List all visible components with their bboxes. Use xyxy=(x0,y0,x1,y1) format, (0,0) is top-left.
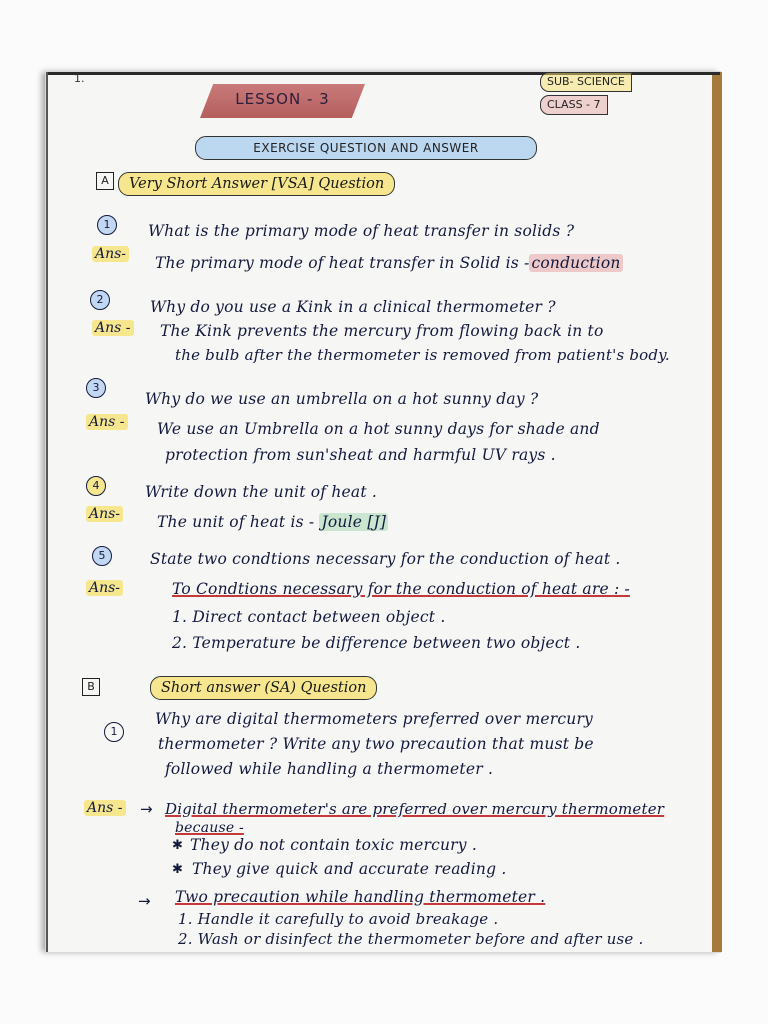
question-number: 4 xyxy=(86,476,106,496)
answer-text: Two precaution while handling thermometer . xyxy=(175,888,546,906)
answer-label: Ans- xyxy=(92,246,129,262)
answer-point: 1. Direct contact between object . xyxy=(172,608,446,626)
question-number: 1 xyxy=(104,722,124,742)
answer-point: 2. Temperature be difference between two object . xyxy=(172,634,581,652)
section-b-letter: B xyxy=(82,678,100,696)
page-right-strip xyxy=(712,72,722,952)
section-a-letter: A xyxy=(96,172,114,190)
answer-label: Ans - xyxy=(92,320,134,336)
question-text: Why are digital thermometers preferred over mercury xyxy=(155,710,594,728)
arrow-icon: → xyxy=(138,892,151,910)
answer-text: The unit of heat is - Joule [J] xyxy=(157,513,387,531)
answer-label: Ans - xyxy=(86,414,128,430)
answer-point: They do not contain toxic mercury . xyxy=(190,836,477,854)
answer-text: protection from sun'sheat and harmful UV rays . xyxy=(165,446,556,464)
answer-label: Ans- xyxy=(86,580,123,596)
answer-text: because - xyxy=(175,820,244,836)
subject-tag: SUB- SCIENCE xyxy=(540,72,632,92)
question-text: thermometer ? Write any two precaution that must be xyxy=(158,735,594,753)
answer-text: the bulb after the thermometer is removed from patient's body. xyxy=(175,346,670,364)
question-text: Why do we use an umbrella on a hot sunny day ? xyxy=(145,390,539,408)
exercise-heading: EXERCISE QUESTION AND ANSWER xyxy=(195,136,537,160)
answer-highlight: Joule [J] xyxy=(321,513,387,531)
question-text: State two condtions necessary for the conduction of heat . xyxy=(150,550,621,568)
section-a-title: Very Short Answer [VSA] Question xyxy=(118,172,395,196)
class-tag: CLASS - 7 xyxy=(540,95,608,115)
answer-point: They give quick and accurate reading . xyxy=(192,860,507,878)
question-number: 1 xyxy=(97,215,117,235)
notebook-page xyxy=(46,72,720,952)
section-b-title: Short answer (SA) Question xyxy=(150,676,377,700)
question-number: 5 xyxy=(92,546,112,566)
question-text: What is the primary mode of heat transfer in solids ? xyxy=(148,222,575,240)
answer-text: The primary mode of heat transfer in Solid is - conduction xyxy=(155,254,621,272)
star-icon: ✱ xyxy=(172,838,183,853)
answer-point: 2. Wash or disinfect the thermometer before and after use . xyxy=(178,930,644,948)
question-text: followed while handling a thermometer . xyxy=(165,760,494,778)
answer-text: Digital thermometer's are preferred over mercury thermometer xyxy=(165,800,665,818)
question-text: Why do you use a Kink in a clinical thermometer ? xyxy=(150,298,556,316)
arrow-icon: → xyxy=(140,800,153,818)
page-left-edge xyxy=(46,72,48,952)
question-number: 2 xyxy=(90,290,110,310)
answer-label: Ans- xyxy=(86,506,123,522)
answer-highlight: conduction xyxy=(531,254,621,272)
lesson-title: LESSON - 3 xyxy=(235,90,330,108)
question-number: 3 xyxy=(86,378,106,398)
answer-text: We use an Umbrella on a hot sunny days for shade and xyxy=(157,420,600,438)
answer-label: Ans - xyxy=(84,800,126,816)
answer-text: To Condtions necessary for the conduction of heat are : - xyxy=(172,580,630,598)
answer-point: 1. Handle it carefully to avoid breakage . xyxy=(178,910,499,928)
answer-text: The Kink prevents the mercury from flowing back in to xyxy=(160,322,604,340)
star-icon: ✱ xyxy=(172,862,183,877)
corner-mark: 1. xyxy=(74,72,85,85)
question-text: Write down the unit of heat . xyxy=(145,483,378,501)
